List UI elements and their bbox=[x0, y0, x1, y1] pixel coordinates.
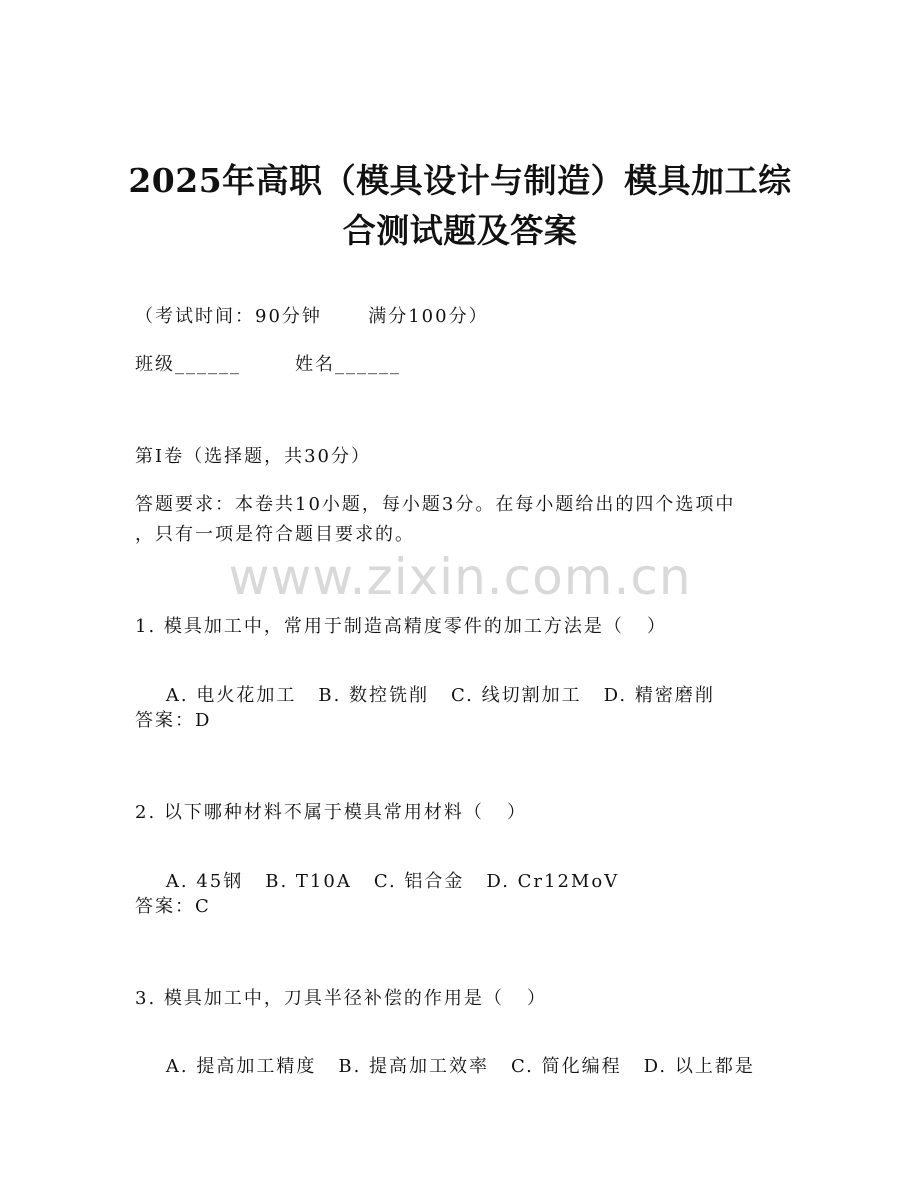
question-2-option-d: D. Cr12MoV bbox=[486, 871, 620, 892]
question-1-option-c: C. 线切割加工 bbox=[451, 685, 582, 706]
document-title-line-1: 2025年高职（模具设计与制造）模具加工综 bbox=[128, 161, 792, 200]
question-3-stem: 3. 模具加工中，刀具半径补偿的作用是（ ） bbox=[135, 988, 548, 1009]
document-title-line-2: 合测试题及答案 bbox=[342, 211, 578, 250]
question-3-options bbox=[135, 1031, 755, 1099]
question-3-option-b: B. 提高加工效率 bbox=[338, 1056, 490, 1077]
question-1-stem: 1. 模具加工中，常用于制造高精度零件的加工方法是（ ） bbox=[135, 616, 668, 637]
question-3-option-d: D. 以上都是 bbox=[643, 1056, 755, 1077]
watermark: www.zixin.com.cn bbox=[228, 548, 692, 606]
question-1-answer: 答案：D bbox=[135, 710, 212, 731]
question-2-option-c: C. 铝合金 bbox=[373, 871, 465, 892]
question-2-stem: 2. 以下哪种材料不属于模具常用材料（ ） bbox=[135, 802, 528, 823]
instructions-line-1: 答题要求：本卷共10小题，每小题3分。在每小题给出的四个选项中 bbox=[135, 494, 736, 515]
question-1-option-a: A. 电火花加工 bbox=[165, 685, 297, 706]
instructions-line-2: ，只有一项是符合题目要求的。 bbox=[135, 524, 415, 545]
question-2-option-a: A. 45钢 bbox=[165, 871, 244, 892]
question-2-option-b: B. T10A bbox=[265, 871, 352, 892]
question-2-answer: 答案：C bbox=[135, 896, 211, 917]
question-1-options bbox=[135, 660, 715, 728]
section-title: 第I卷（选择题，共30分） bbox=[135, 446, 372, 467]
question-3-option-c: C. 简化编程 bbox=[511, 1056, 622, 1077]
question-3-option-a: A. 提高加工精度 bbox=[165, 1056, 317, 1077]
question-1-option-b: B. 数控铣削 bbox=[318, 685, 430, 706]
question-1-option-d: D. 精密磨削 bbox=[603, 685, 715, 706]
exam-info: （考试时间：90分钟 满分100分） bbox=[135, 306, 489, 327]
class-name-line: 班级______ 姓名______ bbox=[135, 354, 402, 375]
